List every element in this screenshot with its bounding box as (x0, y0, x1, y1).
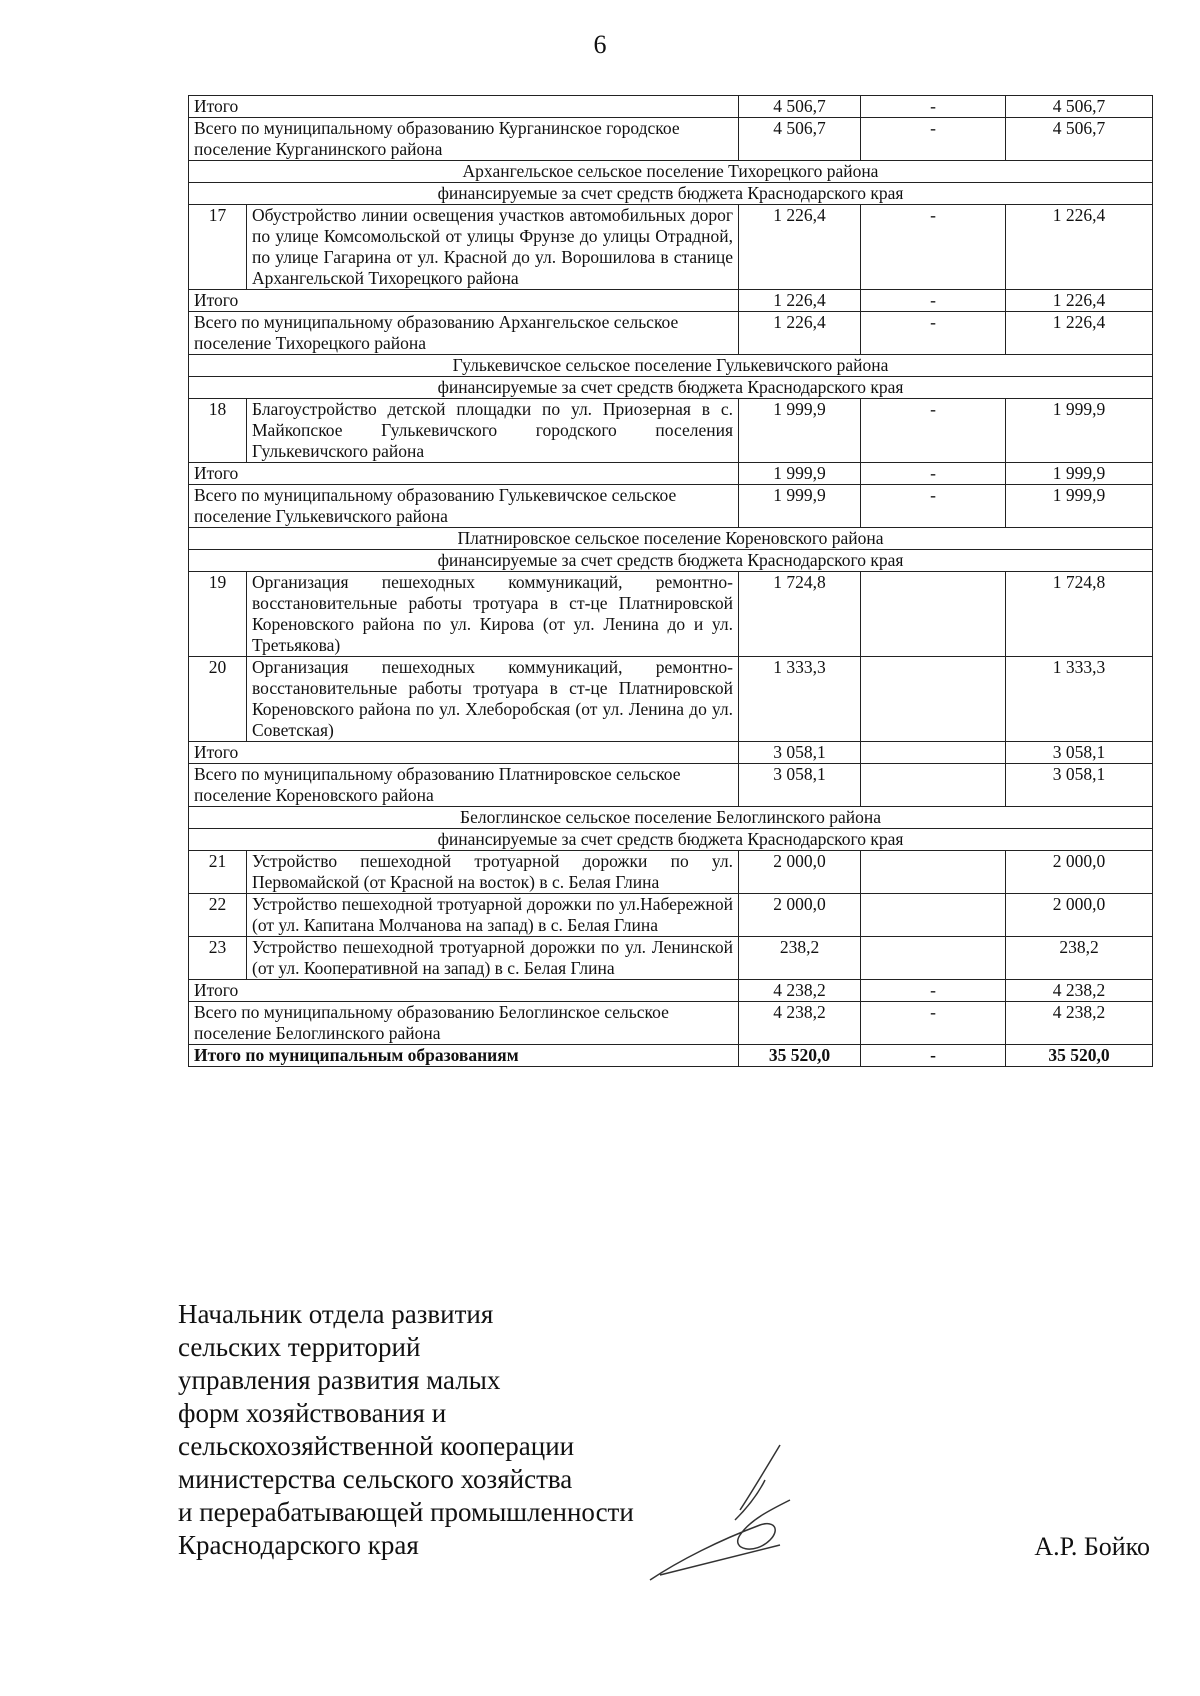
table-row (189, 657, 1153, 742)
total-row (189, 485, 1153, 528)
row-number: 17 (189, 205, 247, 290)
amount-total: 4 506,7 (739, 96, 861, 118)
section-header-row (189, 829, 1153, 851)
amount-regional: 4 506,7 (1006, 96, 1153, 118)
amount-total: 1 226,4 (739, 205, 861, 290)
row-label: Итого по муниципальным образованиям (189, 1045, 739, 1067)
table-row (189, 572, 1153, 657)
row-number: 22 (189, 894, 247, 937)
row-description: Организация пешеходных коммуникаций, ремонтно-восстановительные работы тротуара в ст-це Платнировской Кореновского района по ул. Кирова (от ул. Ленина до и ул. Третьякова) (247, 572, 739, 657)
amount-regional: 4 238,2 (1006, 980, 1153, 1002)
row-label: Итого (189, 96, 739, 118)
amount-regional: 1 226,4 (1006, 290, 1153, 312)
amount-total: 1 226,4 (739, 312, 861, 355)
row-description: Устройство пешеходной тротуарной дорожки по ул. Ленинской (от ул. Кооперативной на запад) в с. Белая Глина (247, 937, 739, 980)
section-header-row (189, 355, 1153, 377)
total-row (189, 764, 1153, 807)
amount-federal (861, 894, 1006, 937)
amount-regional: 2 000,0 (1006, 894, 1153, 937)
amount-federal: - (861, 980, 1006, 1002)
table-body (189, 96, 1153, 1067)
amount-total: 1 999,9 (739, 399, 861, 463)
section-title: Архангельское сельское поселение Тихорецкого района (189, 161, 1153, 183)
amount-regional: 4 506,7 (1006, 118, 1153, 161)
amount-total: 4 238,2 (739, 1002, 861, 1045)
row-label: Итого (189, 742, 739, 764)
grand-total-row (189, 1045, 1153, 1067)
row-description: Организация пешеходных коммуникаций, ремонтно-восстановительные работы тротуара в ст-це Платнировской Кореновского района по ул. Хлеборобская (от ул. Ленина до ул. Советская) (247, 657, 739, 742)
total-row (189, 96, 1153, 118)
total-row (189, 118, 1153, 161)
amount-regional: 1 999,9 (1006, 463, 1153, 485)
row-number: 19 (189, 572, 247, 657)
row-number: 20 (189, 657, 247, 742)
amount-federal: - (861, 96, 1006, 118)
table-row (189, 894, 1153, 937)
row-label: Всего по муниципальному образованию Архангельское сельское поселение Тихорецкого района (189, 312, 739, 355)
amount-federal (861, 572, 1006, 657)
total-row (189, 980, 1153, 1002)
section-title: финансируемые за счет средств бюджета Краснодарского края (189, 550, 1153, 572)
row-number: 21 (189, 851, 247, 894)
row-label: Всего по муниципальному образованию Платнировское сельское поселение Кореновского района (189, 764, 739, 807)
amount-federal (861, 657, 1006, 742)
amount-total: 4 506,7 (739, 118, 861, 161)
amount-regional: 238,2 (1006, 937, 1153, 980)
section-title: Гулькевичское сельское поселение Гулькевичского района (189, 355, 1153, 377)
row-label: Всего по муниципальному образованию Курганинское городское поселение Курганинского района (189, 118, 739, 161)
amount-regional: 1 999,9 (1006, 399, 1153, 463)
row-label: Итого (189, 463, 739, 485)
amount-federal: - (861, 463, 1006, 485)
amount-federal: - (861, 205, 1006, 290)
table-row (189, 399, 1153, 463)
amount-federal: - (861, 1002, 1006, 1045)
row-number: 23 (189, 937, 247, 980)
amount-total: 238,2 (739, 937, 861, 980)
row-label: Итого (189, 980, 739, 1002)
signature-line: Краснодарского края (178, 1530, 419, 1560)
signature-line: Начальник отдела развития (178, 1299, 494, 1329)
amount-total: 4 238,2 (739, 980, 861, 1002)
amount-regional: 3 058,1 (1006, 742, 1153, 764)
row-label: Итого (189, 290, 739, 312)
page-number: 6 (593, 30, 607, 59)
amount-total: 2 000,0 (739, 894, 861, 937)
section-title: финансируемые за счет средств бюджета Краснодарского края (189, 829, 1153, 851)
amount-federal: - (861, 1045, 1006, 1067)
amount-regional: 1 333,3 (1006, 657, 1153, 742)
signature-line: и перерабатывающей промышленности (178, 1497, 634, 1527)
signatory-name: А.Р. Бойко (1034, 1532, 1150, 1561)
amount-total: 2 000,0 (739, 851, 861, 894)
signature-block (178, 1298, 634, 1562)
row-label: Всего по муниципальному образованию Гулькевичское сельское поселение Гулькевичского района (189, 485, 739, 528)
section-header-row (189, 183, 1153, 205)
total-row (189, 1002, 1153, 1045)
amount-total: 35 520,0 (739, 1045, 861, 1067)
amount-total: 1 999,9 (739, 485, 861, 528)
amount-federal: - (861, 290, 1006, 312)
amount-regional: 2 000,0 (1006, 851, 1153, 894)
amount-federal: - (861, 399, 1006, 463)
amount-regional: 1 999,9 (1006, 485, 1153, 528)
amount-federal (861, 937, 1006, 980)
amount-regional: 4 238,2 (1006, 1002, 1153, 1045)
signature-line: сельских территорий (178, 1332, 421, 1362)
row-description: Устройство пешеходной тротуарной дорожки по ул. Первомайской (от Красной на восток) в с. Белая Глина (247, 851, 739, 894)
amount-federal (861, 851, 1006, 894)
amount-regional: 1 724,8 (1006, 572, 1153, 657)
amount-total: 1 999,9 (739, 463, 861, 485)
row-label: Всего по муниципальному образованию Белоглинское сельское поселение Белоглинского района (189, 1002, 739, 1045)
table-row (189, 851, 1153, 894)
signature-line: управления развития малых (178, 1365, 501, 1395)
amount-federal: - (861, 118, 1006, 161)
budget-table (188, 95, 1153, 1067)
amount-total: 1 724,8 (739, 572, 861, 657)
handwritten-signature (640, 1440, 820, 1590)
amount-federal (861, 764, 1006, 807)
section-title: финансируемые за счет средств бюджета Краснодарского края (189, 183, 1153, 205)
row-number: 18 (189, 399, 247, 463)
section-header-row (189, 377, 1153, 399)
section-header-row (189, 161, 1153, 183)
section-header-row (189, 528, 1153, 550)
row-description: Благоустройство детской площадки по ул. Приозерная в с. Майкопское Гулькевичского городского поселения Гулькевичского района (247, 399, 739, 463)
amount-federal (861, 742, 1006, 764)
row-description: Устройство пешеходной тротуарной дорожки по ул.Набережной (от ул. Капитана Молчанова на запад) в с. Белая Глина (247, 894, 739, 937)
amount-total: 3 058,1 (739, 764, 861, 807)
amount-regional: 35 520,0 (1006, 1045, 1153, 1067)
total-row (189, 463, 1153, 485)
signature-line: сельскохозяйственной кооперации (178, 1431, 575, 1461)
total-row (189, 312, 1153, 355)
table-row (189, 205, 1153, 290)
table-row (189, 937, 1153, 980)
signature-line: министерства сельского хозяйства (178, 1464, 573, 1494)
section-title: финансируемые за счет средств бюджета Краснодарского края (189, 377, 1153, 399)
amount-total: 3 058,1 (739, 742, 861, 764)
section-header-row (189, 807, 1153, 829)
amount-regional: 1 226,4 (1006, 205, 1153, 290)
amount-regional: 3 058,1 (1006, 764, 1153, 807)
amount-total: 1 333,3 (739, 657, 861, 742)
amount-regional: 1 226,4 (1006, 312, 1153, 355)
amount-total: 1 226,4 (739, 290, 861, 312)
row-description: Обустройство линии освещения участков автомобильных дорог по улице Комсомольской от улицы Фрунзе до улицы Отрадной, по улице Гагарина от ул. Красной до ул. Ворошилова в станице Архангельской Тихорецкого района (247, 205, 739, 290)
amount-federal: - (861, 485, 1006, 528)
section-title: Платнировское сельское поселение Кореновского района (189, 528, 1153, 550)
section-header-row (189, 550, 1153, 572)
amount-federal: - (861, 312, 1006, 355)
signature-line: форм хозяйствования и (178, 1398, 447, 1428)
section-title: Белоглинское сельское поселение Белоглинского района (189, 807, 1153, 829)
total-row (189, 742, 1153, 764)
total-row (189, 290, 1153, 312)
